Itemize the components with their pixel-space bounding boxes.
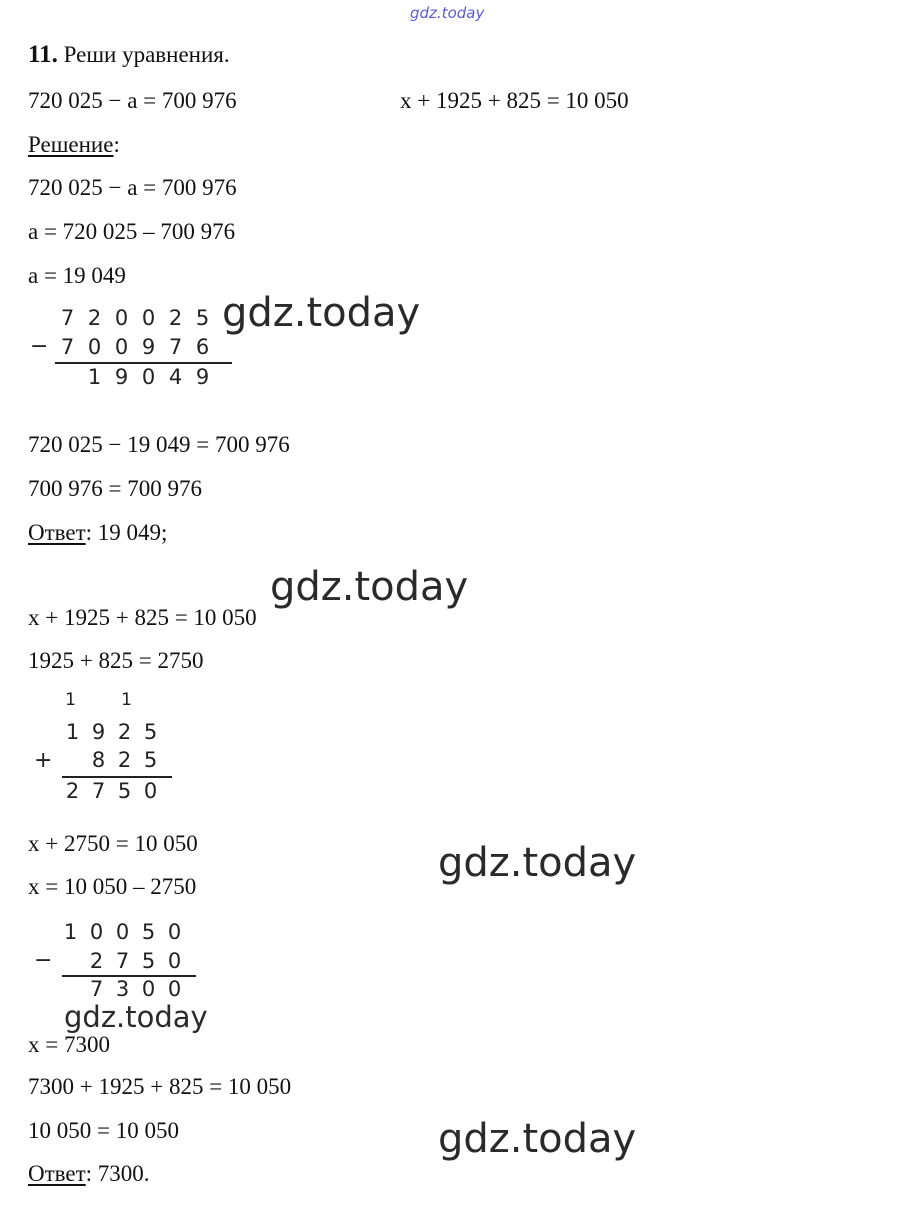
answer-value: : 19 049; (85, 520, 168, 545)
top-watermark: gdz.today (410, 4, 485, 22)
part2-answer (28, 1160, 150, 1188)
digit: 1 (63, 920, 78, 944)
digit: 2 (117, 748, 132, 772)
digit: 3 (115, 977, 130, 1001)
column-subtraction-1 (30, 306, 250, 396)
digit: 5 (195, 306, 210, 330)
digit: 0 (114, 306, 129, 330)
part1-line-3: а = 19 049 (28, 263, 126, 288)
digit: 7 (91, 779, 106, 803)
digit: 2 (168, 306, 183, 330)
part2-line-2: 1925 + 825 = 2750 (28, 648, 204, 673)
digit: 9 (141, 335, 156, 359)
digit: 2 (89, 949, 104, 973)
digit: 7 (115, 949, 130, 973)
column-rule (62, 776, 172, 778)
carry-digit: 1 (121, 690, 132, 710)
minus-sign: − (30, 334, 49, 359)
digit: 0 (114, 335, 129, 359)
digit: 0 (89, 920, 104, 944)
part2-line-4: х = 10 050 – 2750 (28, 874, 197, 899)
digit: 0 (141, 365, 156, 389)
digit: 9 (114, 365, 129, 389)
digit: 0 (115, 920, 130, 944)
answer-label: Ответ (28, 520, 86, 545)
digit: 0 (167, 920, 182, 944)
solution-colon: : (113, 132, 120, 157)
watermark-3: gdz.today (438, 840, 637, 886)
task-title: Реши уравнения. (63, 42, 230, 67)
answer-label: Ответ (28, 1161, 86, 1186)
digit: 9 (195, 365, 210, 389)
part1-check-1: 720 025 − 19 049 = 700 976 (28, 432, 290, 457)
answer-value: : 7300. (85, 1161, 150, 1186)
digit: 1 (65, 720, 80, 744)
part2-line-1: х + 1925 + 825 = 10 050 (28, 605, 257, 630)
part1-line-2: а = 720 025 – 700 976 (28, 219, 236, 244)
part2-line-7: 10 050 = 10 050 (28, 1118, 179, 1143)
solution-label-text: Решение (28, 132, 114, 157)
digit: 7 (89, 977, 104, 1001)
column-addition (30, 690, 190, 810)
digit: 0 (87, 335, 102, 359)
digit: 7 (60, 335, 75, 359)
digit: 9 (91, 720, 106, 744)
digit: 0 (141, 306, 156, 330)
column-rule (55, 362, 232, 364)
part1-answer (28, 519, 167, 547)
watermark-1: gdz.today (222, 290, 421, 336)
digit: 0 (143, 779, 158, 803)
watermark-5: gdz.today (438, 1116, 637, 1162)
part2-line-6: 7300 + 1925 + 825 = 10 050 (28, 1074, 292, 1099)
digit: 0 (141, 977, 156, 1001)
digit: 5 (141, 949, 156, 973)
digit: 5 (143, 748, 158, 772)
part1-line-1: 720 025 − а = 700 976 (28, 175, 237, 200)
solution-label (28, 131, 120, 159)
watermark-2: gdz.today (270, 564, 469, 610)
digit: 0 (167, 949, 182, 973)
digit: 4 (168, 365, 183, 389)
digit: 5 (117, 779, 132, 803)
equation-2: х + 1925 + 825 = 10 050 (400, 88, 629, 113)
digit: 8 (91, 748, 106, 772)
digit: 6 (195, 335, 210, 359)
part2-line-5: х = 7300 (28, 1032, 110, 1057)
watermark-4: gdz.today (64, 1000, 208, 1034)
plus-sign: + (34, 748, 53, 773)
digit: 5 (141, 920, 156, 944)
equation-1: 720 025 − а = 700 976 (28, 88, 237, 113)
minus-sign: − (34, 948, 53, 973)
digit: 0 (167, 977, 182, 1001)
part1-check-2: 700 976 = 700 976 (28, 476, 202, 501)
part2-line-3: х + 2750 = 10 050 (28, 831, 198, 856)
digit: 7 (60, 306, 75, 330)
task-heading (28, 41, 230, 69)
column-subtraction-2 (30, 920, 210, 1010)
digit: 2 (117, 720, 132, 744)
carry-digit: 1 (65, 690, 76, 710)
task-number: 11. (28, 41, 58, 68)
digit: 7 (168, 335, 183, 359)
digit: 5 (143, 720, 158, 744)
digit: 1 (87, 365, 102, 389)
digit: 2 (87, 306, 102, 330)
digit: 2 (65, 779, 80, 803)
